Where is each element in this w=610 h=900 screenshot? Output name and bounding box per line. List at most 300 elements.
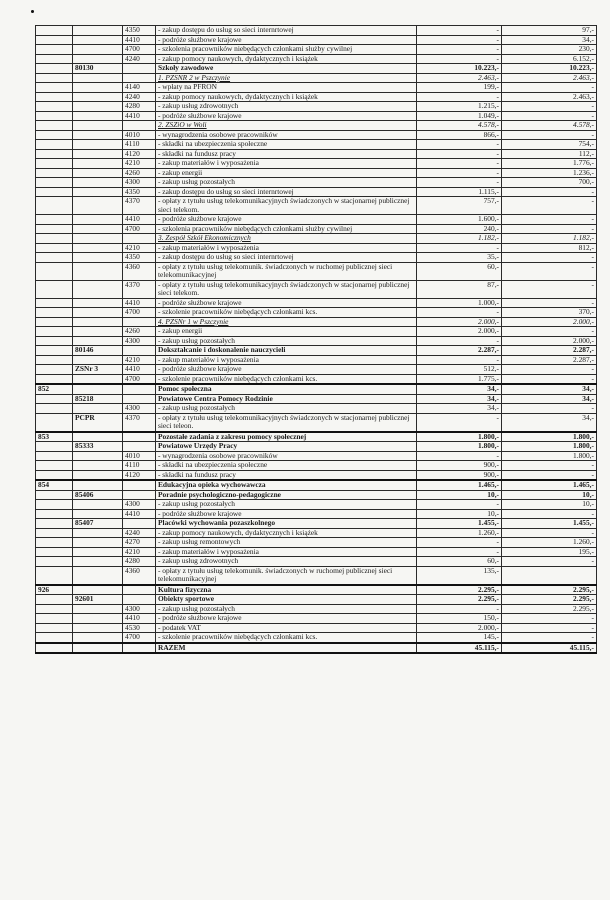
chapter-code	[73, 102, 123, 112]
chapter-row	[36, 394, 597, 404]
amount-decrease: 34,-	[417, 394, 502, 404]
division-code: 853	[36, 432, 73, 442]
unit-row	[36, 317, 597, 327]
position-row	[36, 528, 597, 538]
amount-decrease: 34,-	[417, 384, 502, 394]
chapter-code	[73, 432, 123, 442]
chapter-code	[73, 168, 123, 178]
amount-decrease: 60,-	[417, 557, 502, 567]
amount-increase: 195,-	[502, 547, 597, 557]
paragraph-code	[123, 519, 156, 529]
amount-decrease: 45.115,-	[417, 643, 502, 654]
amount-increase: -	[502, 509, 597, 519]
amount-decrease: 34,-	[417, 404, 502, 414]
description: Placówki wychowania pozaszkolnego	[156, 519, 417, 529]
amount-increase: 34,-	[502, 384, 597, 394]
amount-increase: -	[502, 83, 597, 93]
amount-increase: -	[502, 461, 597, 471]
paragraph-code: 4280	[123, 102, 156, 112]
position-row	[36, 197, 597, 215]
amount-decrease: 1.000,-	[417, 298, 502, 308]
chapter-code	[73, 178, 123, 188]
amount-increase: -	[502, 298, 597, 308]
amount-decrease: 1.115,-	[417, 187, 502, 197]
paragraph-code: 4410	[123, 614, 156, 624]
position-row	[36, 298, 597, 308]
amount-increase: 1.800,-	[502, 451, 597, 461]
description: - wpłaty na PFRON	[156, 83, 417, 93]
position-row	[36, 566, 597, 585]
position-row	[36, 102, 597, 112]
chapter-code	[73, 585, 123, 595]
position-row	[36, 130, 597, 140]
amount-decrease: 2.295,-	[417, 595, 502, 605]
amount-increase: 2.295,-	[502, 604, 597, 614]
amount-decrease: 1.182,-	[417, 234, 502, 244]
amount-decrease: -	[417, 500, 502, 510]
position-row	[36, 54, 597, 64]
amount-decrease: 2.463,-	[417, 73, 502, 83]
position-row	[36, 83, 597, 93]
division-code	[36, 500, 73, 510]
division-code	[36, 451, 73, 461]
chapter-code: 85407	[73, 519, 123, 529]
chapter-code	[73, 327, 123, 337]
description: - zakup materiałów i wyposażenia	[156, 547, 417, 557]
position-row	[36, 404, 597, 414]
division-code	[36, 633, 73, 643]
chapter-code	[73, 500, 123, 510]
amount-increase: -	[502, 215, 597, 225]
division-row	[36, 480, 597, 490]
division-code	[36, 92, 73, 102]
division-code: 926	[36, 585, 73, 595]
chapter-code	[73, 215, 123, 225]
description: - opłaty z tytułu usług telekomunikacyjnych świadczonych w stacjonarnej publicznej sieci teleon.	[156, 413, 417, 432]
chapter-code	[73, 130, 123, 140]
amount-increase: 1.182,-	[502, 234, 597, 244]
division-code	[36, 643, 73, 654]
position-row	[36, 355, 597, 365]
division-code	[36, 566, 73, 585]
paragraph-code: 4140	[123, 83, 156, 93]
description: - podróże służbowe krajowe	[156, 614, 417, 624]
division-code	[36, 404, 73, 414]
amount-decrease: -	[417, 336, 502, 346]
amount-increase: 754,-	[502, 140, 597, 150]
chapter-code	[73, 159, 123, 169]
amount-increase: -	[502, 253, 597, 263]
division-code	[36, 595, 73, 605]
description: - szkolenie pracowników niebędących członkami kcs.	[156, 633, 417, 643]
description: - szkolenia pracowników niebędących członkami służby cywilnej	[156, 45, 417, 55]
description: 1. PZSNR 2 w Pszczynie	[156, 73, 417, 83]
chapter-code	[73, 470, 123, 480]
description: RAZEM	[156, 643, 417, 654]
amount-increase: 370,-	[502, 308, 597, 318]
division-code	[36, 197, 73, 215]
description: 3. Zespół Szkół Ekonomicznych	[156, 234, 417, 244]
division-code	[36, 336, 73, 346]
description: - podróże służbowe krajowe	[156, 509, 417, 519]
amount-decrease: -	[417, 92, 502, 102]
division-code	[36, 64, 73, 74]
amount-decrease: 2.000,-	[417, 623, 502, 633]
amount-decrease: -	[417, 547, 502, 557]
chapter-code	[73, 374, 123, 384]
description: - zakup usług remontowych	[156, 538, 417, 548]
description: - składki na ubezpieczenia społeczne	[156, 461, 417, 471]
amount-increase: -	[502, 197, 597, 215]
paragraph-code	[123, 317, 156, 327]
chapter-code	[73, 280, 123, 298]
chapter-code	[73, 451, 123, 461]
chapter-code	[73, 355, 123, 365]
amount-decrease: -	[417, 168, 502, 178]
chapter-row	[36, 595, 597, 605]
description: - podróże służbowe krajowe	[156, 298, 417, 308]
chapter-code	[73, 26, 123, 36]
paragraph-code: 4700	[123, 308, 156, 318]
division-code	[36, 111, 73, 121]
paragraph-code: 4210	[123, 159, 156, 169]
description: - zakup dostępu do usług so sieci internrtowej	[156, 26, 417, 36]
amount-increase: 1.776,-	[502, 159, 597, 169]
position-row	[36, 538, 597, 548]
amount-decrease: -	[417, 451, 502, 461]
position-row	[36, 614, 597, 624]
amount-increase: -	[502, 187, 597, 197]
description: Szkoły zawodowe	[156, 64, 417, 74]
division-code	[36, 168, 73, 178]
paragraph-code	[123, 73, 156, 83]
description: - zakup dostępu do usług so sieci internrtowej	[156, 253, 417, 263]
paragraph-code	[123, 121, 156, 131]
chapter-code	[73, 243, 123, 253]
paragraph-code	[123, 480, 156, 490]
description: - zakup pomocy naukowych, dydaktycznych i książek	[156, 528, 417, 538]
amount-decrease: 199,-	[417, 83, 502, 93]
paragraph-code: 4260	[123, 327, 156, 337]
chapter-code	[73, 509, 123, 519]
chapter-code	[73, 336, 123, 346]
amount-increase: 97,-	[502, 26, 597, 36]
division-code	[36, 538, 73, 548]
chapter-code	[73, 197, 123, 215]
paragraph-code: 4410	[123, 35, 156, 45]
amount-decrease: 135,-	[417, 566, 502, 585]
description: Powiatowe Centra Pomocy Rodzinie	[156, 394, 417, 404]
description: - podróże służbowe krajowe	[156, 215, 417, 225]
chapter-code	[73, 384, 123, 394]
position-row	[36, 470, 597, 480]
division-code	[36, 509, 73, 519]
position-row	[36, 308, 597, 318]
position-row	[36, 35, 597, 45]
chapter-code	[73, 35, 123, 45]
division-code	[36, 149, 73, 159]
description: - zakup pomocy naukowych, dydaktycznych i książek	[156, 54, 417, 64]
position-row	[36, 509, 597, 519]
position-row	[36, 45, 597, 55]
division-code: 854	[36, 480, 73, 490]
description: - zakup dostępu do usług so sieci internrtowej	[156, 187, 417, 197]
position-row	[36, 111, 597, 121]
description: - opłaty z tytułu usług telekomunikacyjnych świadczonych w stacjonarnej publicznej sieci telekom.	[156, 280, 417, 298]
position-row	[36, 413, 597, 432]
chapter-code	[73, 111, 123, 121]
description: 4. PZSNr 1 w Pszczynie	[156, 317, 417, 327]
paragraph-code: 4410	[123, 298, 156, 308]
division-code	[36, 365, 73, 375]
amount-increase: -	[502, 557, 597, 567]
paragraph-code: 4370	[123, 197, 156, 215]
chapter-row	[36, 490, 597, 500]
description: - składki na fundusz pracy	[156, 149, 417, 159]
chapter-code	[73, 566, 123, 585]
position-row	[36, 365, 597, 375]
paragraph-code: 4240	[123, 528, 156, 538]
description: - zakup pomocy naukowych, dydaktycznych i książek	[156, 92, 417, 102]
amount-decrease: 1.455,-	[417, 519, 502, 529]
description: - opłaty z tytułu usług telekomunik. świadczonych w ruchomej publicznej sieci telekomunikacyjnej	[156, 262, 417, 280]
amount-decrease: -	[417, 159, 502, 169]
amount-increase: 812,-	[502, 243, 597, 253]
amount-decrease: -	[417, 54, 502, 64]
amount-increase: 230,-	[502, 45, 597, 55]
amount-increase: -	[502, 262, 597, 280]
paragraph-code: 4280	[123, 557, 156, 567]
paragraph-code: 4210	[123, 355, 156, 365]
paragraph-code: 4260	[123, 168, 156, 178]
chapter-code	[73, 187, 123, 197]
division-code	[36, 346, 73, 356]
amount-increase: 10,-	[502, 500, 597, 510]
amount-increase: 2.000,-	[502, 317, 597, 327]
paragraph-code: 4300	[123, 404, 156, 414]
paragraph-code: 4700	[123, 374, 156, 384]
position-row	[36, 557, 597, 567]
amount-increase: -	[502, 130, 597, 140]
amount-decrease: 150,-	[417, 614, 502, 624]
division-code	[36, 35, 73, 45]
amount-increase: 10,-	[502, 490, 597, 500]
description: Pozostałe zadania z zakresu pomocy społecznej	[156, 432, 417, 442]
amount-decrease: -	[417, 355, 502, 365]
description: - zakup energii	[156, 327, 417, 337]
chapter-code	[73, 149, 123, 159]
description: - zakup materiałów i wyposażenia	[156, 159, 417, 169]
chapter-code	[73, 308, 123, 318]
amount-decrease: 1.600,-	[417, 215, 502, 225]
division-row	[36, 432, 597, 442]
description: - zakup usług pozostałych	[156, 404, 417, 414]
amount-decrease: -	[417, 243, 502, 253]
description: - szkolenia pracowników niebędących członkami służby cywilnej	[156, 224, 417, 234]
description: - zakup materiałów i wyposażenia	[156, 243, 417, 253]
amount-decrease: 1.049,-	[417, 111, 502, 121]
amount-decrease: 10,-	[417, 509, 502, 519]
description: - wynagrodzenia osobowe pracowników	[156, 451, 417, 461]
paragraph-code: 4120	[123, 470, 156, 480]
division-code	[36, 547, 73, 557]
chapter-code	[73, 480, 123, 490]
description: - wynagrodzenia osobowe pracowników	[156, 130, 417, 140]
budget-table	[35, 25, 597, 654]
description: - składki na ubezpieczenia społeczne	[156, 140, 417, 150]
paragraph-code: 4240	[123, 92, 156, 102]
division-code	[36, 140, 73, 150]
paragraph-code: 4700	[123, 45, 156, 55]
position-row	[36, 140, 597, 150]
amount-increase: 1.455,-	[502, 519, 597, 529]
position-row	[36, 243, 597, 253]
amount-increase: 2.287,-	[502, 355, 597, 365]
paragraph-code: 4350	[123, 253, 156, 263]
amount-increase: -	[502, 365, 597, 375]
amount-increase: -	[502, 470, 597, 480]
chapter-code	[73, 461, 123, 471]
paragraph-code: 4360	[123, 566, 156, 585]
chapter-row	[36, 64, 597, 74]
description: - zakup usług pozostałych	[156, 178, 417, 188]
amount-decrease: -	[417, 140, 502, 150]
amount-decrease: 2.000,-	[417, 317, 502, 327]
amount-increase: 2.295,-	[502, 595, 597, 605]
amount-decrease: -	[417, 604, 502, 614]
description: - podatek VAT	[156, 623, 417, 633]
amount-decrease: 757,-	[417, 197, 502, 215]
chapter-code	[73, 528, 123, 538]
amount-increase: 1.800,-	[502, 432, 597, 442]
unit-row	[36, 234, 597, 244]
chapter-row	[36, 519, 597, 529]
chapter-code	[73, 45, 123, 55]
position-row	[36, 149, 597, 159]
description: - szkolenie pracowników niebędących członkami kcs.	[156, 374, 417, 384]
paragraph-code: 4530	[123, 623, 156, 633]
paragraph-code	[123, 234, 156, 244]
position-row	[36, 336, 597, 346]
paragraph-code: 4350	[123, 26, 156, 36]
description: - zakup usług zdrowotnych	[156, 557, 417, 567]
paragraph-code: 4120	[123, 149, 156, 159]
amount-decrease: 1.260,-	[417, 528, 502, 538]
amount-increase: 10.223,-	[502, 64, 597, 74]
amount-increase: 1.260,-	[502, 538, 597, 548]
division-code	[36, 298, 73, 308]
budget-table-body	[36, 26, 597, 654]
division-code	[36, 317, 73, 327]
description: Kultura fizyczna	[156, 585, 417, 595]
division-code	[36, 83, 73, 93]
paragraph-code: 4410	[123, 365, 156, 375]
division-code	[36, 490, 73, 500]
position-row	[36, 633, 597, 643]
amount-increase: 1.465,-	[502, 480, 597, 490]
division-code	[36, 623, 73, 633]
amount-increase: -	[502, 633, 597, 643]
position-row	[36, 224, 597, 234]
paragraph-code: 4300	[123, 336, 156, 346]
amount-decrease: 145,-	[417, 633, 502, 643]
paragraph-code	[123, 432, 156, 442]
division-code	[36, 26, 73, 36]
position-row	[36, 451, 597, 461]
chapter-code	[73, 623, 123, 633]
amount-increase: -	[502, 111, 597, 121]
position-row	[36, 187, 597, 197]
amount-increase: 6.152,-	[502, 54, 597, 64]
paragraph-code: 4210	[123, 243, 156, 253]
paragraph-code: 4210	[123, 547, 156, 557]
amount-decrease: 2.000,-	[417, 327, 502, 337]
amount-increase: 34,-	[502, 413, 597, 432]
description: Edukacyjna opieka wychowawcza	[156, 480, 417, 490]
description: - składki na fundusz pracy	[156, 470, 417, 480]
division-code	[36, 442, 73, 452]
chapter-row	[36, 346, 597, 356]
paragraph-code: 4700	[123, 224, 156, 234]
division-row	[36, 384, 597, 394]
description: - podróże służbowe krajowe	[156, 111, 417, 121]
position-row	[36, 327, 597, 337]
paragraph-code: 4300	[123, 604, 156, 614]
total-row	[36, 643, 597, 654]
amount-increase: 1.236,-	[502, 168, 597, 178]
description: Poradnie psychologiczno-pedagogiczne	[156, 490, 417, 500]
position-row	[36, 623, 597, 633]
amount-increase: 1.800,-	[502, 442, 597, 452]
position-row	[36, 215, 597, 225]
division-code	[36, 234, 73, 244]
amount-decrease: -	[417, 26, 502, 36]
chapter-code	[73, 298, 123, 308]
amount-increase	[502, 566, 597, 585]
unit-row	[36, 73, 597, 83]
paragraph-code: 4700	[123, 633, 156, 643]
description: - zakup usług zdrowotnych	[156, 102, 417, 112]
division-code	[36, 159, 73, 169]
paragraph-code	[123, 490, 156, 500]
amount-decrease: 2.287,-	[417, 346, 502, 356]
division-code	[36, 54, 73, 64]
division-code	[36, 253, 73, 263]
paragraph-code: 4010	[123, 130, 156, 140]
chapter-code	[73, 224, 123, 234]
amount-decrease: -	[417, 413, 502, 432]
paragraph-code: 4410	[123, 215, 156, 225]
position-row	[36, 253, 597, 263]
paragraph-code	[123, 384, 156, 394]
division-code	[36, 187, 73, 197]
amount-increase: -	[502, 614, 597, 624]
chapter-code	[73, 121, 123, 131]
amount-decrease: 87,-	[417, 280, 502, 298]
amount-decrease: 60,-	[417, 262, 502, 280]
amount-increase: 45.115,-	[502, 643, 597, 654]
amount-increase: -	[502, 327, 597, 337]
amount-increase: -	[502, 102, 597, 112]
description: - podróże służbowe krajowe	[156, 365, 417, 375]
chapter-code	[73, 538, 123, 548]
description: - zakup usług pozostałych	[156, 500, 417, 510]
paragraph-code	[123, 64, 156, 74]
paragraph-code: 4240	[123, 54, 156, 64]
division-code	[36, 130, 73, 140]
amount-increase: 34,-	[502, 394, 597, 404]
amount-increase: -	[502, 224, 597, 234]
